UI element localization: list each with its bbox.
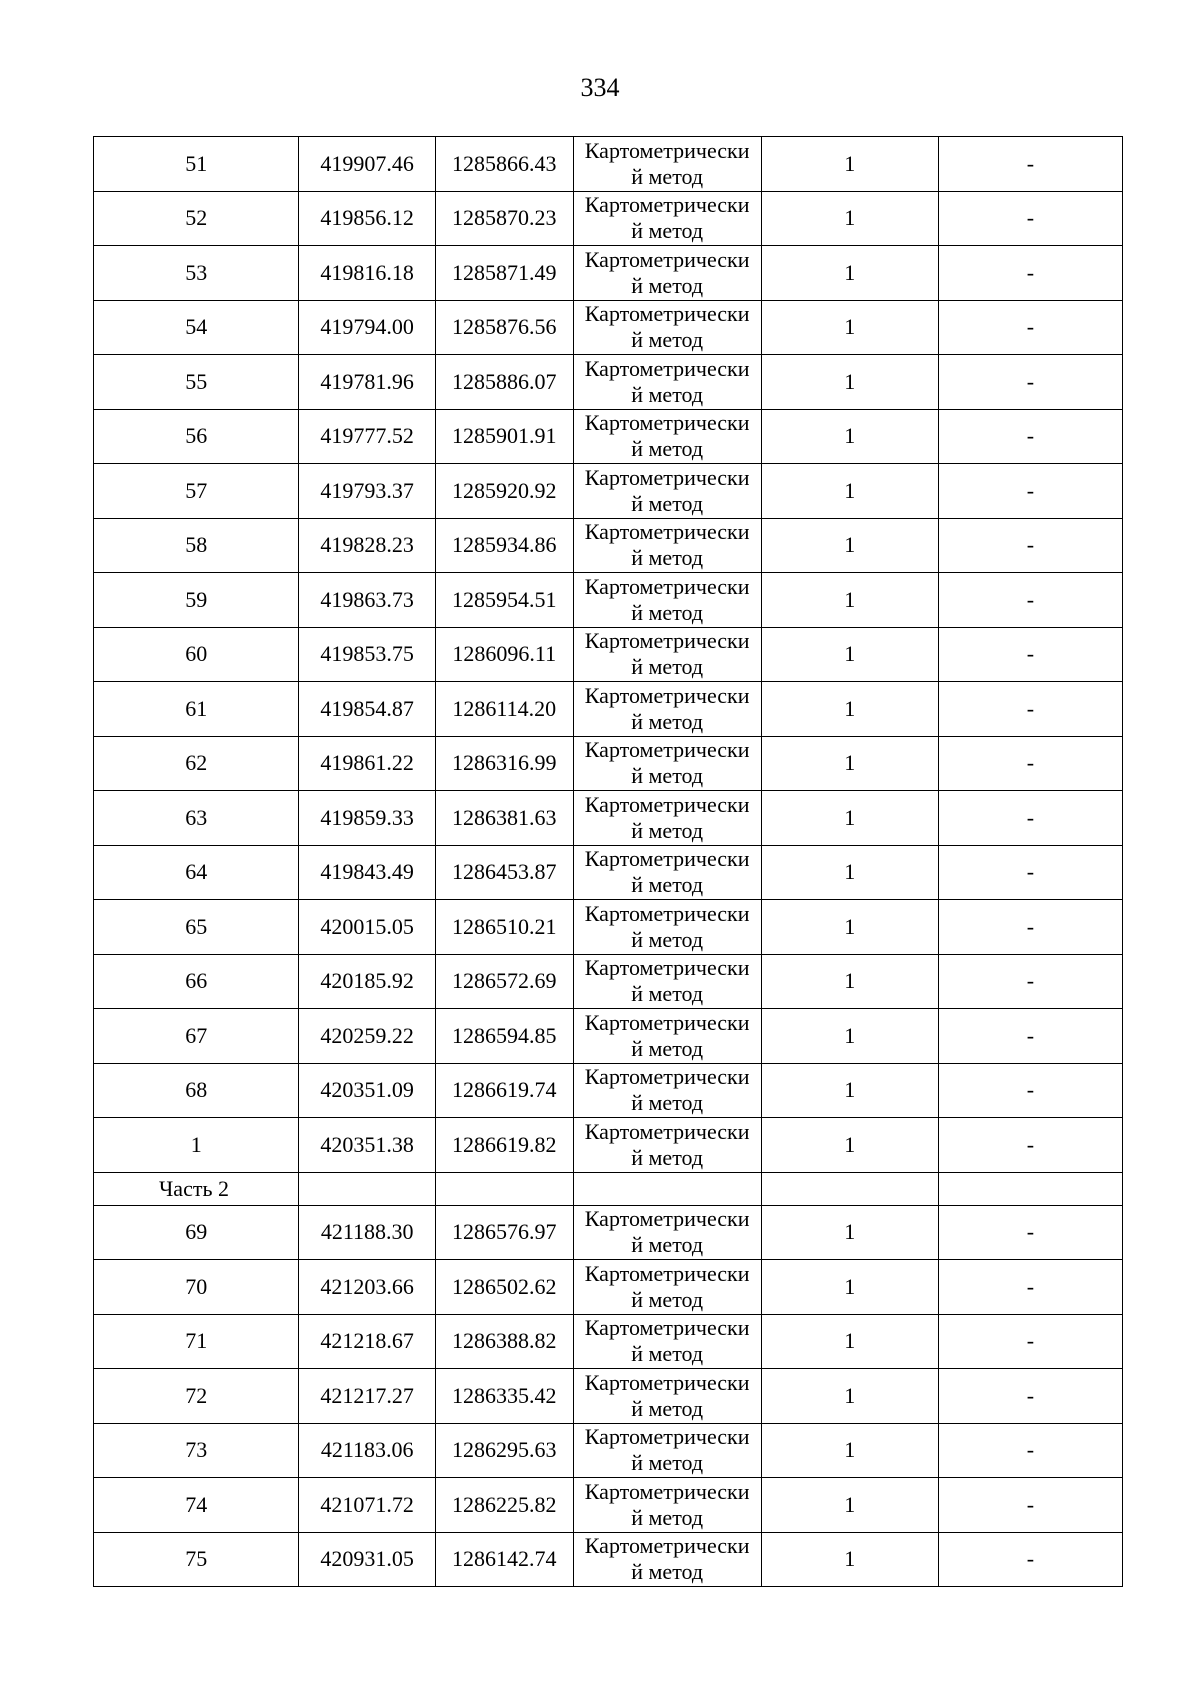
accuracy-cell: 1 — [761, 191, 938, 246]
point-number-cell: 53 — [94, 246, 299, 301]
x-coordinate-cell: 420351.09 — [299, 1063, 436, 1118]
method-text-line1: Картометрически — [584, 573, 750, 599]
note-cell: - — [938, 627, 1122, 682]
accuracy-cell: 1 — [761, 1118, 938, 1173]
table-row — [94, 791, 1123, 846]
point-number-cell: 74 — [94, 1478, 299, 1533]
point-number-cell: 64 — [94, 845, 299, 900]
table-body — [94, 137, 1123, 1587]
table-row — [94, 1260, 1123, 1315]
method-text-line2: й метод — [631, 708, 704, 734]
accuracy-cell: 1 — [761, 954, 938, 1009]
table-row — [94, 137, 1123, 192]
empty-cell — [435, 1172, 573, 1205]
method-text-line1: Картометрически — [584, 1206, 750, 1232]
note-cell: - — [938, 845, 1122, 900]
method-cell — [573, 900, 761, 955]
y-coordinate-cell: 1285870.23 — [435, 191, 573, 246]
y-coordinate-cell: 1286096.11 — [435, 627, 573, 682]
x-coordinate-cell: 419861.22 — [299, 736, 436, 791]
y-coordinate-cell: 1285920.92 — [435, 464, 573, 519]
note-cell: - — [938, 409, 1122, 464]
note-cell: - — [938, 900, 1122, 955]
method-text-line2: й метод — [631, 1504, 704, 1530]
point-number-cell: 58 — [94, 518, 299, 573]
method-cell — [573, 191, 761, 246]
table-row — [94, 464, 1123, 519]
accuracy-cell: 1 — [761, 1009, 938, 1064]
table-row — [94, 1369, 1123, 1424]
table-row — [94, 409, 1123, 464]
table-row — [94, 1532, 1123, 1587]
method-text-line1: Картометрически — [584, 1315, 750, 1341]
table-row — [94, 246, 1123, 301]
y-coordinate-cell: 1285876.56 — [435, 300, 573, 355]
x-coordinate-cell: 420259.22 — [299, 1009, 436, 1064]
method-text-line2: й метод — [631, 1090, 704, 1116]
method-cell — [573, 300, 761, 355]
method-text-line2: й метод — [631, 1395, 704, 1421]
method-cell — [573, 845, 761, 900]
table-row — [94, 355, 1123, 410]
method-text-line2: й метод — [631, 654, 704, 680]
method-text-line2: й метод — [631, 1341, 704, 1367]
point-number-cell: 54 — [94, 300, 299, 355]
y-coordinate-cell: 1286225.82 — [435, 1478, 573, 1533]
method-text-line2: й метод — [631, 1450, 704, 1476]
point-number-cell: 68 — [94, 1063, 299, 1118]
note-cell: - — [938, 1205, 1122, 1260]
table-row — [94, 518, 1123, 573]
method-text-line1: Картометрически — [584, 464, 750, 490]
method-text-line2: й метод — [631, 163, 704, 189]
table-row — [94, 1205, 1123, 1260]
point-number-cell: 67 — [94, 1009, 299, 1064]
accuracy-cell: 1 — [761, 518, 938, 573]
method-text-line2: й метод — [631, 381, 704, 407]
method-text-line1: Картометрически — [584, 628, 750, 654]
table-row — [94, 573, 1123, 628]
accuracy-cell: 1 — [761, 246, 938, 301]
y-coordinate-cell: 1286572.69 — [435, 954, 573, 1009]
note-cell: - — [938, 1314, 1122, 1369]
point-number-cell: 61 — [94, 682, 299, 737]
table-row — [94, 900, 1123, 955]
x-coordinate-cell: 419856.12 — [299, 191, 436, 246]
accuracy-cell: 1 — [761, 1260, 938, 1315]
table-row — [94, 1478, 1123, 1533]
empty-cell — [573, 1172, 761, 1205]
note-cell: - — [938, 300, 1122, 355]
x-coordinate-cell: 421071.72 — [299, 1478, 436, 1533]
method-text-line2: й метод — [631, 872, 704, 898]
method-cell — [573, 1478, 761, 1533]
method-text-line1: Картометрически — [584, 410, 750, 436]
note-cell: - — [938, 1478, 1122, 1533]
accuracy-cell: 1 — [761, 736, 938, 791]
x-coordinate-cell: 419907.46 — [299, 137, 436, 192]
method-text-line2: й метод — [631, 763, 704, 789]
x-coordinate-cell: 421203.66 — [299, 1260, 436, 1315]
method-cell — [573, 1063, 761, 1118]
y-coordinate-cell: 1285954.51 — [435, 573, 573, 628]
empty-cell — [299, 1172, 436, 1205]
method-cell — [573, 1423, 761, 1478]
note-cell: - — [938, 1009, 1122, 1064]
method-text-line2: й метод — [631, 599, 704, 625]
point-number-cell: 60 — [94, 627, 299, 682]
page-number: 334 — [580, 73, 620, 102]
x-coordinate-cell: 420931.05 — [299, 1532, 436, 1587]
empty-cell — [938, 1172, 1122, 1205]
table-row — [94, 191, 1123, 246]
method-text-line2: й метод — [631, 1232, 704, 1258]
x-coordinate-cell: 419793.37 — [299, 464, 436, 519]
table-row — [94, 1118, 1123, 1173]
x-coordinate-cell: 419781.96 — [299, 355, 436, 410]
table-row — [94, 1009, 1123, 1064]
method-cell — [573, 954, 761, 1009]
x-coordinate-cell: 419863.73 — [299, 573, 436, 628]
note-cell: - — [938, 246, 1122, 301]
x-coordinate-cell: 420015.05 — [299, 900, 436, 955]
point-number-cell: 57 — [94, 464, 299, 519]
table-row — [94, 627, 1123, 682]
method-cell — [573, 573, 761, 628]
method-text-line1: Картометрически — [584, 791, 750, 817]
y-coordinate-cell: 1285871.49 — [435, 246, 573, 301]
point-number-cell: 1 — [94, 1118, 299, 1173]
y-coordinate-cell: 1286594.85 — [435, 1009, 573, 1064]
method-text-line2: й метод — [631, 981, 704, 1007]
y-coordinate-cell: 1285934.86 — [435, 518, 573, 573]
note-cell: - — [938, 464, 1122, 519]
accuracy-cell: 1 — [761, 1314, 938, 1369]
method-cell — [573, 355, 761, 410]
y-coordinate-cell: 1286316.99 — [435, 736, 573, 791]
note-cell: - — [938, 954, 1122, 1009]
point-number-cell: 66 — [94, 954, 299, 1009]
point-number-cell: 72 — [94, 1369, 299, 1424]
accuracy-cell: 1 — [761, 573, 938, 628]
method-cell — [573, 791, 761, 846]
x-coordinate-cell: 421217.27 — [299, 1369, 436, 1424]
y-coordinate-cell: 1286619.82 — [435, 1118, 573, 1173]
y-coordinate-cell: 1286295.63 — [435, 1423, 573, 1478]
y-coordinate-cell: 1285901.91 — [435, 409, 573, 464]
method-cell — [573, 464, 761, 519]
note-cell: - — [938, 1118, 1122, 1173]
method-cell — [573, 1314, 761, 1369]
y-coordinate-cell: 1285866.43 — [435, 137, 573, 192]
point-number-cell: 71 — [94, 1314, 299, 1369]
point-number-cell: 55 — [94, 355, 299, 410]
method-text-line1: Картометрически — [584, 1118, 750, 1144]
accuracy-cell: 1 — [761, 1369, 938, 1424]
point-number-cell: 70 — [94, 1260, 299, 1315]
point-number-cell: 62 — [94, 736, 299, 791]
point-number-cell: 51 — [94, 137, 299, 192]
x-coordinate-cell: 419853.75 — [299, 627, 436, 682]
method-text-line1: Картометрически — [584, 192, 750, 218]
method-text-line2: й метод — [631, 327, 704, 353]
method-text-line1: Картометрически — [584, 1533, 750, 1559]
method-cell — [573, 1205, 761, 1260]
y-coordinate-cell: 1286381.63 — [435, 791, 573, 846]
point-number-cell: 63 — [94, 791, 299, 846]
x-coordinate-cell: 419828.23 — [299, 518, 436, 573]
x-coordinate-cell: 419843.49 — [299, 845, 436, 900]
accuracy-cell: 1 — [761, 409, 938, 464]
method-text-line2: й метод — [631, 272, 704, 298]
method-text-line2: й метод — [631, 926, 704, 952]
method-text-line1: Картометрически — [584, 737, 750, 763]
method-cell — [573, 137, 761, 192]
accuracy-cell: 1 — [761, 627, 938, 682]
accuracy-cell: 1 — [761, 791, 938, 846]
accuracy-cell: 1 — [761, 682, 938, 737]
method-cell — [573, 246, 761, 301]
note-cell: - — [938, 573, 1122, 628]
y-coordinate-cell: 1286576.97 — [435, 1205, 573, 1260]
point-number-cell: 56 — [94, 409, 299, 464]
x-coordinate-cell: 419816.18 — [299, 246, 436, 301]
method-text-line2: й метод — [631, 1035, 704, 1061]
method-text-line1: Картометрически — [584, 846, 750, 872]
accuracy-cell: 1 — [761, 845, 938, 900]
method-text-line2: й метод — [631, 436, 704, 462]
method-text-line1: Картометрически — [584, 1369, 750, 1395]
note-cell: - — [938, 1260, 1122, 1315]
method-cell — [573, 1009, 761, 1064]
table-row — [94, 1314, 1123, 1369]
method-cell — [573, 409, 761, 464]
point-number-cell: 52 — [94, 191, 299, 246]
y-coordinate-cell: 1286114.20 — [435, 682, 573, 737]
method-text-line2: й метод — [631, 1286, 704, 1312]
y-coordinate-cell: 1286502.62 — [435, 1260, 573, 1315]
point-number-cell: 69 — [94, 1205, 299, 1260]
method-text-line2: й метод — [631, 218, 704, 244]
method-cell — [573, 518, 761, 573]
method-text-line2: й метод — [631, 545, 704, 571]
method-text-line1: Картометрически — [584, 519, 750, 545]
section-row — [94, 1172, 1123, 1205]
accuracy-cell: 1 — [761, 300, 938, 355]
method-cell — [573, 1369, 761, 1424]
note-cell: - — [938, 1369, 1122, 1424]
x-coordinate-cell: 421183.06 — [299, 1423, 436, 1478]
note-cell: - — [938, 682, 1122, 737]
x-coordinate-cell: 421188.30 — [299, 1205, 436, 1260]
empty-cell — [761, 1172, 938, 1205]
point-number-cell: 65 — [94, 900, 299, 955]
x-coordinate-cell: 419777.52 — [299, 409, 436, 464]
method-text-line1: Картометрически — [584, 1064, 750, 1090]
x-coordinate-cell: 420185.92 — [299, 954, 436, 1009]
y-coordinate-cell: 1286510.21 — [435, 900, 573, 955]
note-cell: - — [938, 518, 1122, 573]
table-row — [94, 736, 1123, 791]
method-text-line1: Картометрически — [584, 301, 750, 327]
y-coordinate-cell: 1286388.82 — [435, 1314, 573, 1369]
note-cell: - — [938, 791, 1122, 846]
accuracy-cell: 1 — [761, 1478, 938, 1533]
x-coordinate-cell: 420351.38 — [299, 1118, 436, 1173]
method-text-line1: Картометрически — [584, 246, 750, 272]
accuracy-cell: 1 — [761, 1532, 938, 1587]
y-coordinate-cell: 1286619.74 — [435, 1063, 573, 1118]
point-number-cell: 73 — [94, 1423, 299, 1478]
y-coordinate-cell: 1286142.74 — [435, 1532, 573, 1587]
point-number-cell: 75 — [94, 1532, 299, 1587]
method-cell — [573, 627, 761, 682]
method-text-line1: Картометрически — [584, 682, 750, 708]
note-cell: - — [938, 1423, 1122, 1478]
section-label: Часть 2 — [94, 1172, 299, 1205]
note-cell: - — [938, 1532, 1122, 1587]
note-cell: - — [938, 1063, 1122, 1118]
table-row — [94, 300, 1123, 355]
table-row — [94, 845, 1123, 900]
method-text-line2: й метод — [631, 817, 704, 843]
method-text-line2: й метод — [631, 1559, 704, 1585]
coordinates-table — [93, 136, 1123, 1587]
note-cell: - — [938, 191, 1122, 246]
x-coordinate-cell: 419854.87 — [299, 682, 436, 737]
note-cell: - — [938, 355, 1122, 410]
x-coordinate-cell: 421218.67 — [299, 1314, 436, 1369]
y-coordinate-cell: 1286335.42 — [435, 1369, 573, 1424]
table-row — [94, 1063, 1123, 1118]
table-row — [94, 954, 1123, 1009]
method-text-line1: Картометрически — [584, 1009, 750, 1035]
accuracy-cell: 1 — [761, 1063, 938, 1118]
point-number-cell: 59 — [94, 573, 299, 628]
accuracy-cell: 1 — [761, 464, 938, 519]
accuracy-cell: 1 — [761, 900, 938, 955]
method-cell — [573, 1260, 761, 1315]
method-cell — [573, 736, 761, 791]
method-cell — [573, 1118, 761, 1173]
accuracy-cell: 1 — [761, 1205, 938, 1260]
method-text-line1: Картометрически — [584, 900, 750, 926]
note-cell: - — [938, 137, 1122, 192]
table-row — [94, 682, 1123, 737]
method-text-line1: Картометрически — [584, 1478, 750, 1504]
method-text-line2: й метод — [631, 1144, 704, 1170]
note-cell: - — [938, 736, 1122, 791]
method-cell — [573, 1532, 761, 1587]
accuracy-cell: 1 — [761, 355, 938, 410]
accuracy-cell: 1 — [761, 1423, 938, 1478]
x-coordinate-cell: 419794.00 — [299, 300, 436, 355]
method-text-line1: Картометрически — [584, 1424, 750, 1450]
accuracy-cell: 1 — [761, 137, 938, 192]
method-text-line1: Картометрически — [584, 1260, 750, 1286]
method-cell — [573, 682, 761, 737]
x-coordinate-cell: 419859.33 — [299, 791, 436, 846]
method-text-line1: Картометрически — [584, 137, 750, 163]
method-text-line1: Картометрически — [584, 355, 750, 381]
method-text-line2: й метод — [631, 490, 704, 516]
y-coordinate-cell: 1285886.07 — [435, 355, 573, 410]
y-coordinate-cell: 1286453.87 — [435, 845, 573, 900]
method-text-line1: Картометрически — [584, 955, 750, 981]
table-row — [94, 1423, 1123, 1478]
